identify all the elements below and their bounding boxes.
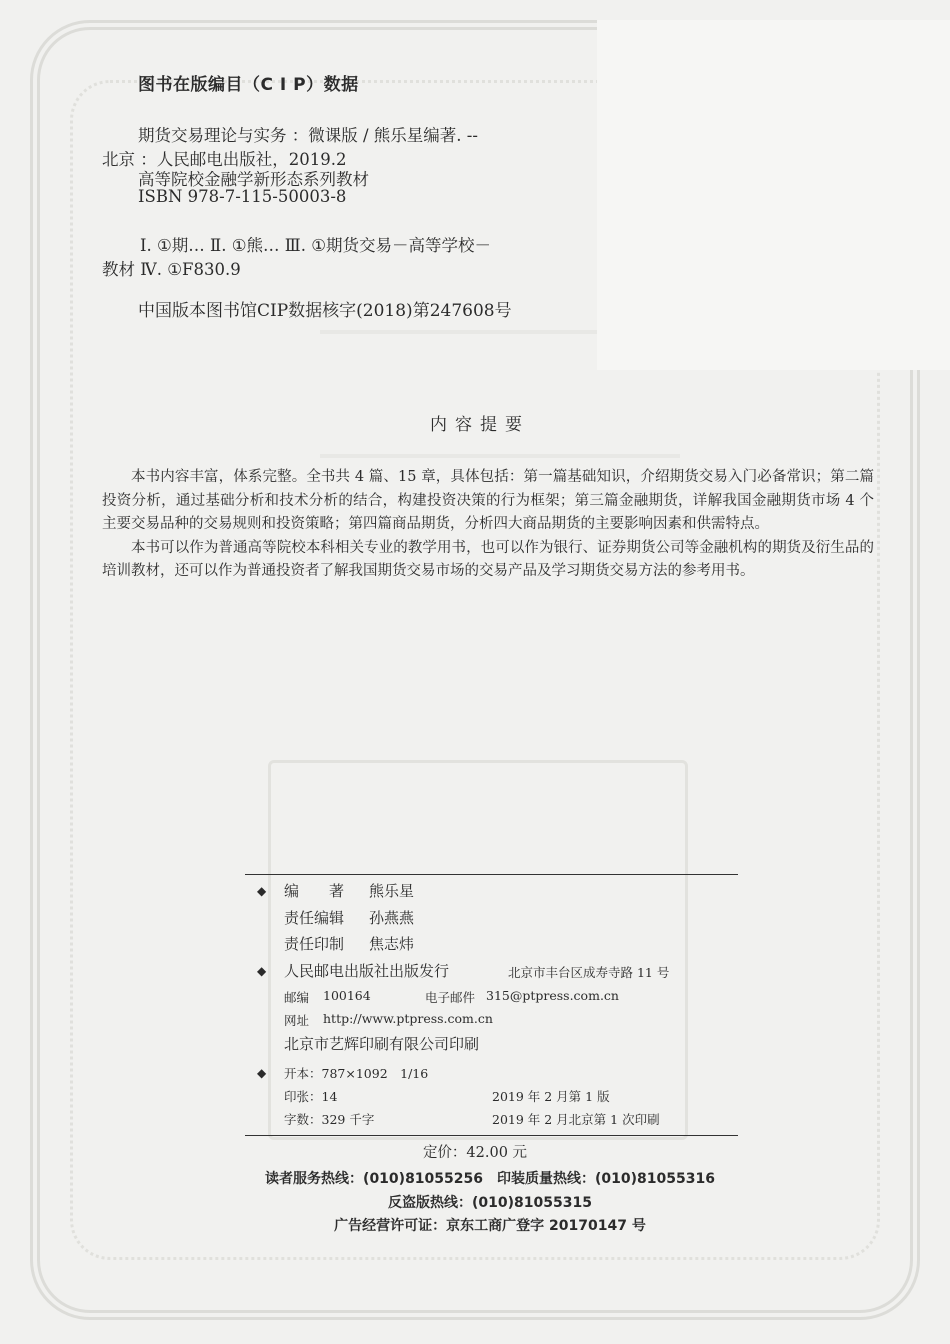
cip-number-line: 中国版本图书馆CIP数据核字(2018)第247608号: [138, 301, 512, 321]
printer: 北京市艺辉印刷有限公司印刷: [284, 1035, 480, 1053]
service-hotlines: 读者服务热线：(010)81055256 印装质量热线：(010)81055316: [265, 1171, 715, 1187]
sheets: 印张：14: [284, 1089, 338, 1104]
anti-piracy-hotline: 反盗版热线：(010)81055315: [388, 1195, 592, 1211]
edition: 2019 年 2 月第 1 版: [492, 1089, 610, 1104]
price: 定价：42.00 元: [422, 1145, 528, 1161]
credits-bottom-rule: [245, 1135, 738, 1136]
cip-heading: 图书在版编目（C I P）数据: [138, 75, 359, 95]
printing: 2019 年 2 月北京第 1 次印刷: [492, 1112, 660, 1127]
word-count: 字数：329 千字: [284, 1112, 375, 1127]
ad-license: 广告经营许可证：京东工商广登字 20170147 号: [334, 1218, 646, 1234]
cip-publisher-line: 北京 ：人民邮电出版社，2019.2: [102, 150, 347, 169]
editor-label: 责任编辑: [284, 909, 345, 927]
summary-paragraph-1: 本书内容丰富，体系完整。全书共 4 篇、15 章，具体包括：第一篇基础知识，介绍期货交易入门必备常识；第二篇投资分析，通过基础分析和技术分析的结合，构建投资决策的行为框架；第三篇金融期货，详解我国金融期货市场 4 个主要交易品种的交易规则和投资策略；第四篇商品期货，分析四大商品期货的主要影响因素和供需特点。: [102, 469, 874, 532]
credits-top-rule: [245, 874, 738, 875]
cip-series-line: 高等院校金融学新形态系列教材: [138, 170, 369, 189]
print-manager-name: 焦志炜: [369, 935, 415, 953]
bullet-diamond-icon: ◆: [257, 884, 267, 898]
summary-paragraph-2: 本书可以作为普通高等院校本科相关专业的教学用书，也可以作为银行、证券期货公司等金融机构的期货及衍生品的培训教材，还可以作为普通投资者了解我国期货交易市场的交易产品及学习期货交易方法的参考用书。: [102, 539, 874, 579]
format: 开本：787×1092 1/16: [284, 1066, 429, 1081]
cip-isbn-line: ISBN 978-7-115-50003-8: [138, 187, 347, 206]
email-label: 电子邮件: [425, 990, 476, 1005]
publisher: 人民邮电出版社出版发行: [284, 962, 450, 980]
publisher-address: 北京市丰台区成寿寺路 11 号: [508, 965, 670, 980]
bullet-diamond-icon: ◆: [257, 1066, 267, 1080]
cip-classification-line: Ⅰ. ①期… Ⅱ. ①熊… Ⅲ. ①期货交易－高等学校－: [140, 236, 491, 255]
cip-title-line: 期货交易理论与实务 ：微课版 / 熊乐星编著. --: [138, 126, 478, 145]
author-name: 熊乐星: [369, 882, 415, 900]
website-label: 网址: [284, 1013, 310, 1028]
summary-body: [102, 466, 874, 584]
postcode: 100164: [323, 988, 371, 1003]
editor-name: 孙燕燕: [369, 909, 415, 927]
email: 315@ptpress.com.cn: [486, 988, 619, 1003]
summary-title: 内容提要: [430, 415, 530, 435]
postcode-label: 邮编: [284, 990, 310, 1005]
print-manager-label: 责任印制: [284, 935, 345, 953]
website: http://www.ptpress.com.cn: [323, 1011, 493, 1026]
cip-classification-line-2: 教材 Ⅳ. ①F830.9: [102, 260, 241, 279]
author-label: 编 著: [284, 882, 345, 900]
bullet-diamond-icon: ◆: [257, 964, 267, 978]
background-panel: [597, 20, 950, 370]
